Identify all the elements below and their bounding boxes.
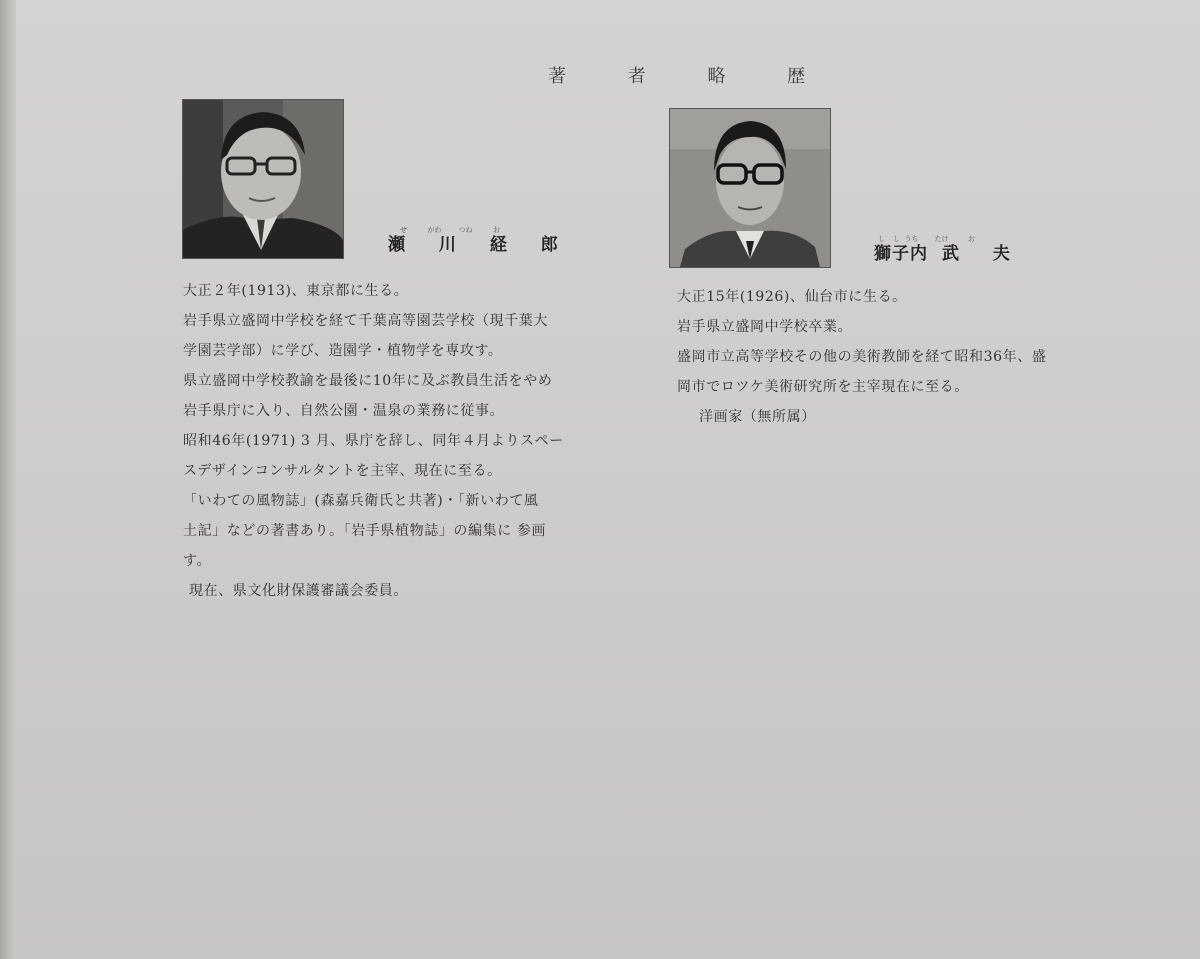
bio-line: 大正２年(1913)、東京都に生る。 bbox=[183, 283, 409, 299]
author-name-ruby: し し うち たけ お bbox=[878, 235, 975, 243]
bio-line: 現在、県文化財保護審議会委員。 bbox=[189, 583, 408, 599]
author-bio-shishiuchi bbox=[677, 282, 1147, 432]
author-name-segawa bbox=[388, 226, 572, 255]
bio-line: スデザインコンサルタントを主宰、現在に至る。 bbox=[183, 463, 502, 479]
bio-line: 県立盛岡中学校教諭を最後に10年に及ぶ教員生活をやめ bbox=[183, 373, 553, 389]
bio-line: 土記」などの著書あり。「岩手県植物誌」の編集に 参画 bbox=[183, 523, 547, 539]
bio-line: す。 bbox=[183, 553, 212, 569]
bio-line: 盛岡市立高等学校その他の美術教師を経て昭和36年、盛 bbox=[677, 349, 1047, 365]
bio-line: 洋画家（無所属） bbox=[699, 409, 816, 425]
bio-line: 大正15年(1926)、仙台市に生る。 bbox=[677, 289, 907, 305]
bio-line: 岩手県庁に入り、自然公園・温泉の業務に従事。 bbox=[183, 403, 505, 419]
page-title: 著 者 略 歴 bbox=[548, 66, 834, 87]
bio-line: 岩手県立盛岡中学校を経て千葉高等園芸学校（現千葉大 bbox=[183, 313, 548, 329]
author-name-text: 瀬 川 経 郎 bbox=[388, 235, 572, 255]
bio-line: 昭和46年(1971) 3 月、県庁を辞し、同年４月よりスペー bbox=[183, 433, 564, 449]
page-binding-edge bbox=[0, 0, 16, 959]
author-family-name: 獅子内 bbox=[874, 244, 928, 264]
author-given-name: 武 夫 bbox=[942, 244, 1024, 264]
bio-line: 岩手県立盛岡中学校卒業。 bbox=[677, 319, 853, 335]
author-photo-shishiuchi bbox=[669, 108, 831, 268]
author-name-ruby: せ がわ つね お bbox=[400, 226, 500, 234]
author-name-shishiuchi bbox=[874, 235, 1024, 264]
author-photo-segawa bbox=[182, 99, 344, 259]
author-name-text bbox=[874, 244, 1024, 264]
bio-line: 学園芸学部）に学び、造園学・植物学を専攻す。 bbox=[183, 343, 503, 359]
bio-line: 岡市でロツケ美術研究所を主宰現在に至る。 bbox=[677, 379, 969, 395]
author-bio-segawa bbox=[183, 276, 653, 606]
bio-line: 「いわての風物誌」(森嘉兵衛氏と共著)・「新いわて風 bbox=[183, 493, 539, 509]
